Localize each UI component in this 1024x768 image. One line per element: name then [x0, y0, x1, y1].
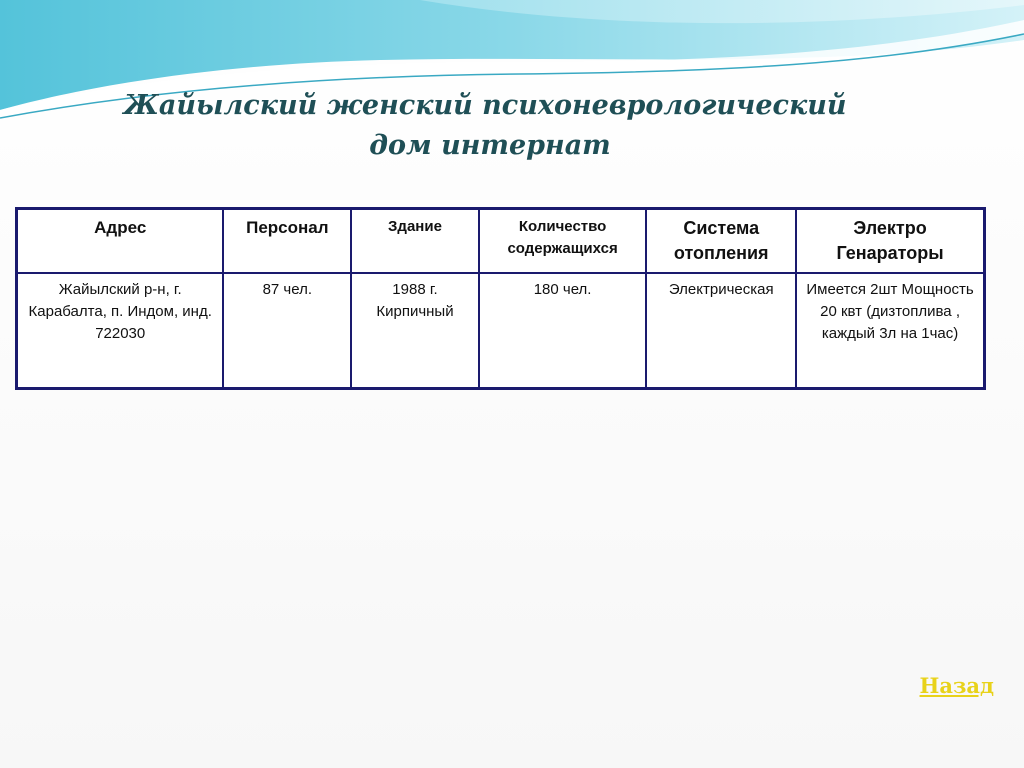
back-link[interactable]: Назад: [919, 673, 994, 698]
title-line-1: Жайылский женский психоневрологический: [123, 90, 847, 121]
header-address: Адрес: [17, 209, 224, 274]
header-residents: Количество содержащихся: [479, 209, 647, 274]
header-heating: Система отопления: [646, 209, 796, 274]
header-staff: Персонал: [223, 209, 351, 274]
table-row: [17, 273, 985, 389]
header-generators: Электро Генараторы: [796, 209, 984, 274]
info-table: [15, 207, 986, 390]
cell-address: Жайылский р-н, г. Карабалта, п. Индом, инд. 722030: [17, 273, 224, 389]
cell-staff: 87 чел.: [223, 273, 351, 389]
title-line-2: дом интернат: [369, 130, 611, 161]
cell-residents: 180 чел.: [479, 273, 647, 389]
cell-building: 1988 г. Кирпичный: [351, 273, 479, 389]
table-header-row: [17, 209, 985, 274]
page-title: [0, 86, 970, 166]
cell-generators: Имеется 2шт Мощность 20 квт (дизтоплива , каждый 3л на 1час): [796, 273, 984, 389]
header-building: Здание: [351, 209, 479, 274]
cell-heating: Электрическая: [646, 273, 796, 389]
